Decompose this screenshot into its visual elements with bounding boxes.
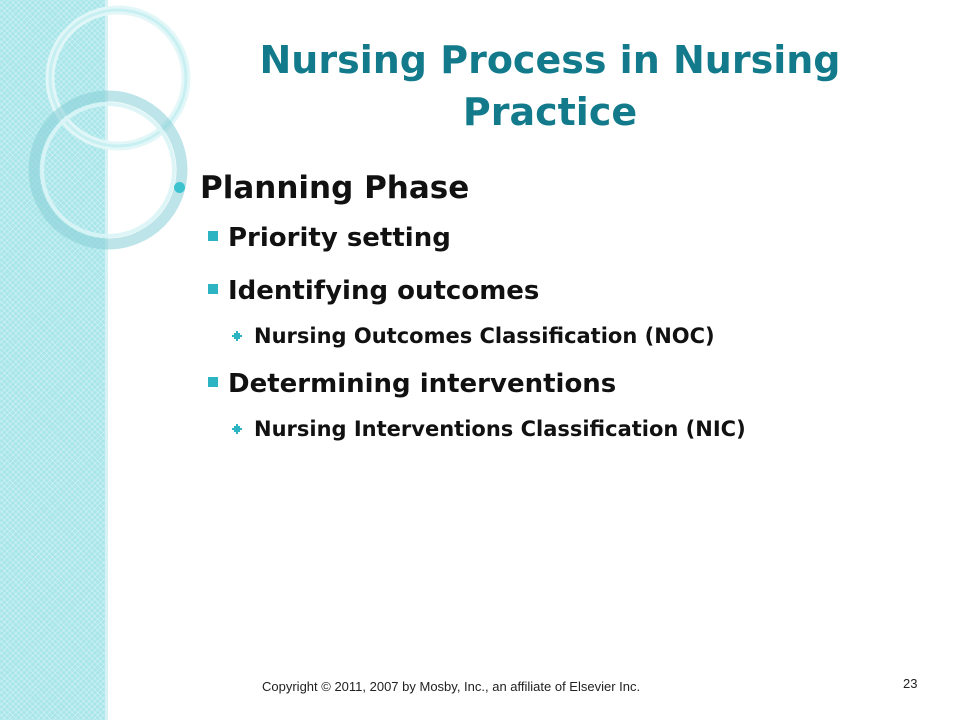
- bullet-item-level3: [170, 414, 930, 444]
- page-number: 23: [903, 676, 918, 691]
- bullet-item-level3: [170, 321, 930, 351]
- small-bullet-icon: [234, 426, 240, 432]
- bullet-text: Determining interventions: [228, 369, 617, 399]
- small-bullet-icon: [234, 333, 240, 339]
- bullet-text: Nursing Outcomes Classification (NOC): [254, 324, 715, 348]
- bullet-text: Planning Phase: [200, 170, 470, 206]
- slide-title: Nursing Process in Nursing Practice: [259, 38, 841, 134]
- bullet-item-level2: [170, 366, 930, 402]
- bullet-text: Priority setting: [228, 223, 451, 253]
- copyright-footer: Copyright © 2011, 2007 by Mosby, Inc., an affiliate of Elsevier Inc.: [262, 679, 641, 694]
- bullet-item-level2: [170, 273, 930, 309]
- bullet-item-level2: [170, 220, 930, 256]
- bullet-list: [170, 168, 930, 459]
- square-bullet-icon: [208, 377, 218, 387]
- bullet-text: Nursing Interventions Classification (NIC): [254, 417, 746, 441]
- square-bullet-icon: [208, 284, 218, 294]
- round-bullet-icon: [174, 182, 185, 193]
- bullet-item-level1: [170, 168, 930, 208]
- bullet-text: Identifying outcomes: [228, 276, 540, 306]
- square-bullet-icon: [208, 231, 218, 241]
